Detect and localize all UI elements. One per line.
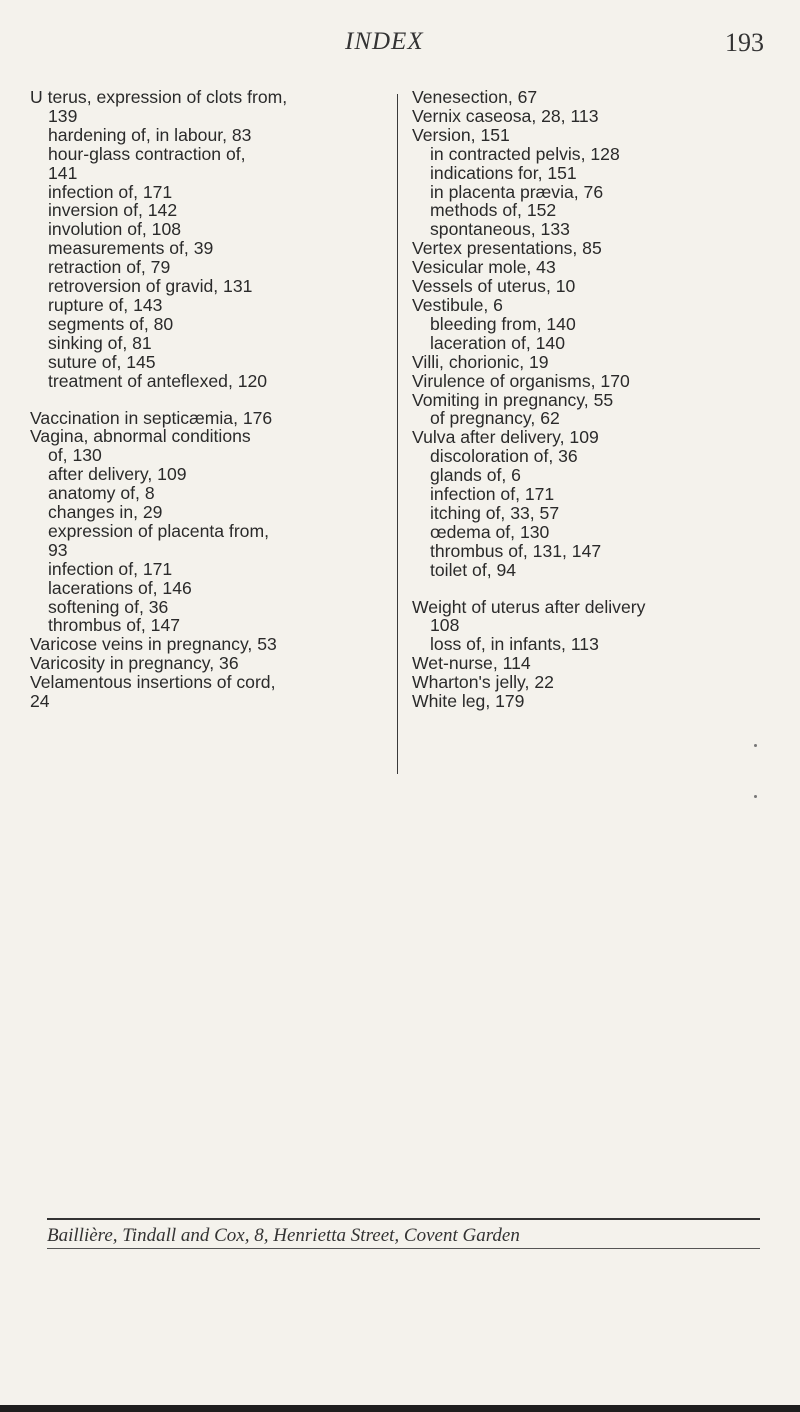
print-speck: [754, 795, 757, 798]
index-entry: Velamentous insertions of cord,: [30, 672, 276, 693]
index-entry: 24: [30, 691, 50, 712]
section-gap: [30, 391, 392, 409]
index-subentry: hour-glass contraction of,: [48, 143, 246, 164]
index-entry: White leg, 179: [412, 691, 525, 712]
index-column-right: [412, 88, 782, 711]
index-entry: Vernix caseosa, 28, 113: [412, 105, 599, 126]
index-subentry: after delivery, 109: [48, 464, 187, 485]
index-entry-continuation: 93: [48, 539, 68, 560]
bottom-edge: [0, 1405, 800, 1412]
index-subentry: measurements of, 39: [48, 238, 214, 259]
index-subentry: involution of, 108: [48, 219, 182, 240]
column-divider: [397, 94, 398, 774]
index-subentry: spontaneous, 133: [430, 219, 570, 240]
index-subentry: infection of, 171: [430, 484, 555, 505]
index-subentry: thrombus of, 147: [48, 615, 181, 636]
index-column-left: [30, 88, 392, 711]
index-subentry: rupture of, 143: [48, 294, 163, 315]
index-subentry: lacerations of, 146: [48, 577, 192, 598]
page-number: 193: [725, 28, 764, 57]
index-entry: Wharton's jelly, 22: [412, 672, 554, 693]
index-subentry: softening of, 36: [48, 596, 169, 617]
index-entry: Version, 151: [412, 124, 510, 145]
index-subentry: infection of, 171: [48, 558, 173, 579]
index-entry: Vertex presentations, 85: [412, 238, 602, 259]
index-subentry: itching of, 33, 57: [430, 502, 560, 523]
print-speck: [754, 744, 757, 747]
index-subentry: of pregnancy, 62: [430, 408, 560, 429]
index-entry: Villi, chorionic, 19: [412, 351, 549, 372]
index-subentry: bleeding from, 140: [430, 313, 576, 334]
index-subentry: infection of, 171: [48, 181, 173, 202]
index-subentry: anatomy of, 8: [48, 483, 155, 504]
publisher-footer: [47, 1218, 760, 1248]
index-entry-continuation: of, 130: [48, 445, 102, 466]
index-subentry: œdema of, 130: [430, 521, 550, 542]
index-entry-continuation: 139: [48, 105, 78, 126]
index-entry: Wet-nurse, 114: [412, 653, 531, 674]
index-entry: Varicose veins in pregnancy, 53: [30, 634, 277, 655]
index-entry: Vesicular mole, 43: [412, 257, 556, 278]
index-entry: Venesection, 67: [412, 87, 538, 107]
index-entry: Vaccination in septicæmia, 176: [30, 407, 273, 428]
index-entry: Weight of uterus after delivery: [412, 596, 646, 617]
index-subentry: methods of, 152: [430, 200, 557, 221]
index-subentry: in contracted pelvis, 128: [430, 143, 620, 164]
index-entry: Vestibule, 6: [412, 294, 503, 315]
index-entry: Vessels of uterus, 10: [412, 276, 576, 297]
index-entry-continuation: 141: [48, 162, 78, 183]
index-entry: Virulence of organisms, 170: [412, 370, 630, 391]
index-subentry: inversion of, 142: [48, 200, 178, 221]
index-entry: Vulva after delivery, 109: [412, 427, 599, 448]
index-entry: Vagina, abnormal conditions: [30, 426, 251, 447]
footer-rule: [47, 1218, 760, 1220]
page-title: INDEX: [345, 28, 424, 55]
index-subentry: expression of placenta from,: [48, 520, 270, 541]
index-subentry: glands of, 6: [430, 465, 521, 486]
index-entry: Varicosity in pregnancy, 36: [30, 653, 239, 674]
index-subentry: discoloration of, 36: [430, 446, 578, 467]
publisher-imprint: Baillière, Tindall and Cox, 8, Henrietta Street, Covent Garden: [47, 1225, 520, 1246]
index-subentry: toilet of, 94: [430, 559, 517, 580]
index-subentry: changes in, 29: [48, 502, 163, 523]
index-subentry: retroversion of gravid, 131: [48, 276, 253, 297]
index-entry: U terus, expression of clots from,: [30, 87, 288, 107]
index-subentry: treatment of anteflexed, 120: [48, 370, 268, 391]
section-gap: [412, 580, 782, 598]
page-header: [0, 28, 800, 62]
index-subentry: retraction of, 79: [48, 257, 171, 278]
index-subentry: loss of, in infants, 113: [430, 634, 599, 655]
index-subentry: sinking of, 81: [48, 332, 152, 353]
footer-underline: [47, 1248, 760, 1249]
index-subentry: segments of, 80: [48, 313, 174, 334]
index-subentry: hardening of, in labour, 83: [48, 124, 252, 145]
index-subentry: indications for, 151: [430, 162, 577, 183]
index-subentry: laceration of, 140: [430, 332, 565, 353]
index-subentry: thrombus of, 131, 147: [430, 540, 602, 561]
index-entry-continuation: 108: [430, 615, 460, 636]
index-entry: Vomiting in pregnancy, 55: [412, 389, 614, 410]
index-subentry: suture of, 145: [48, 351, 156, 372]
index-subentry: in placenta prævia, 76: [430, 181, 604, 202]
